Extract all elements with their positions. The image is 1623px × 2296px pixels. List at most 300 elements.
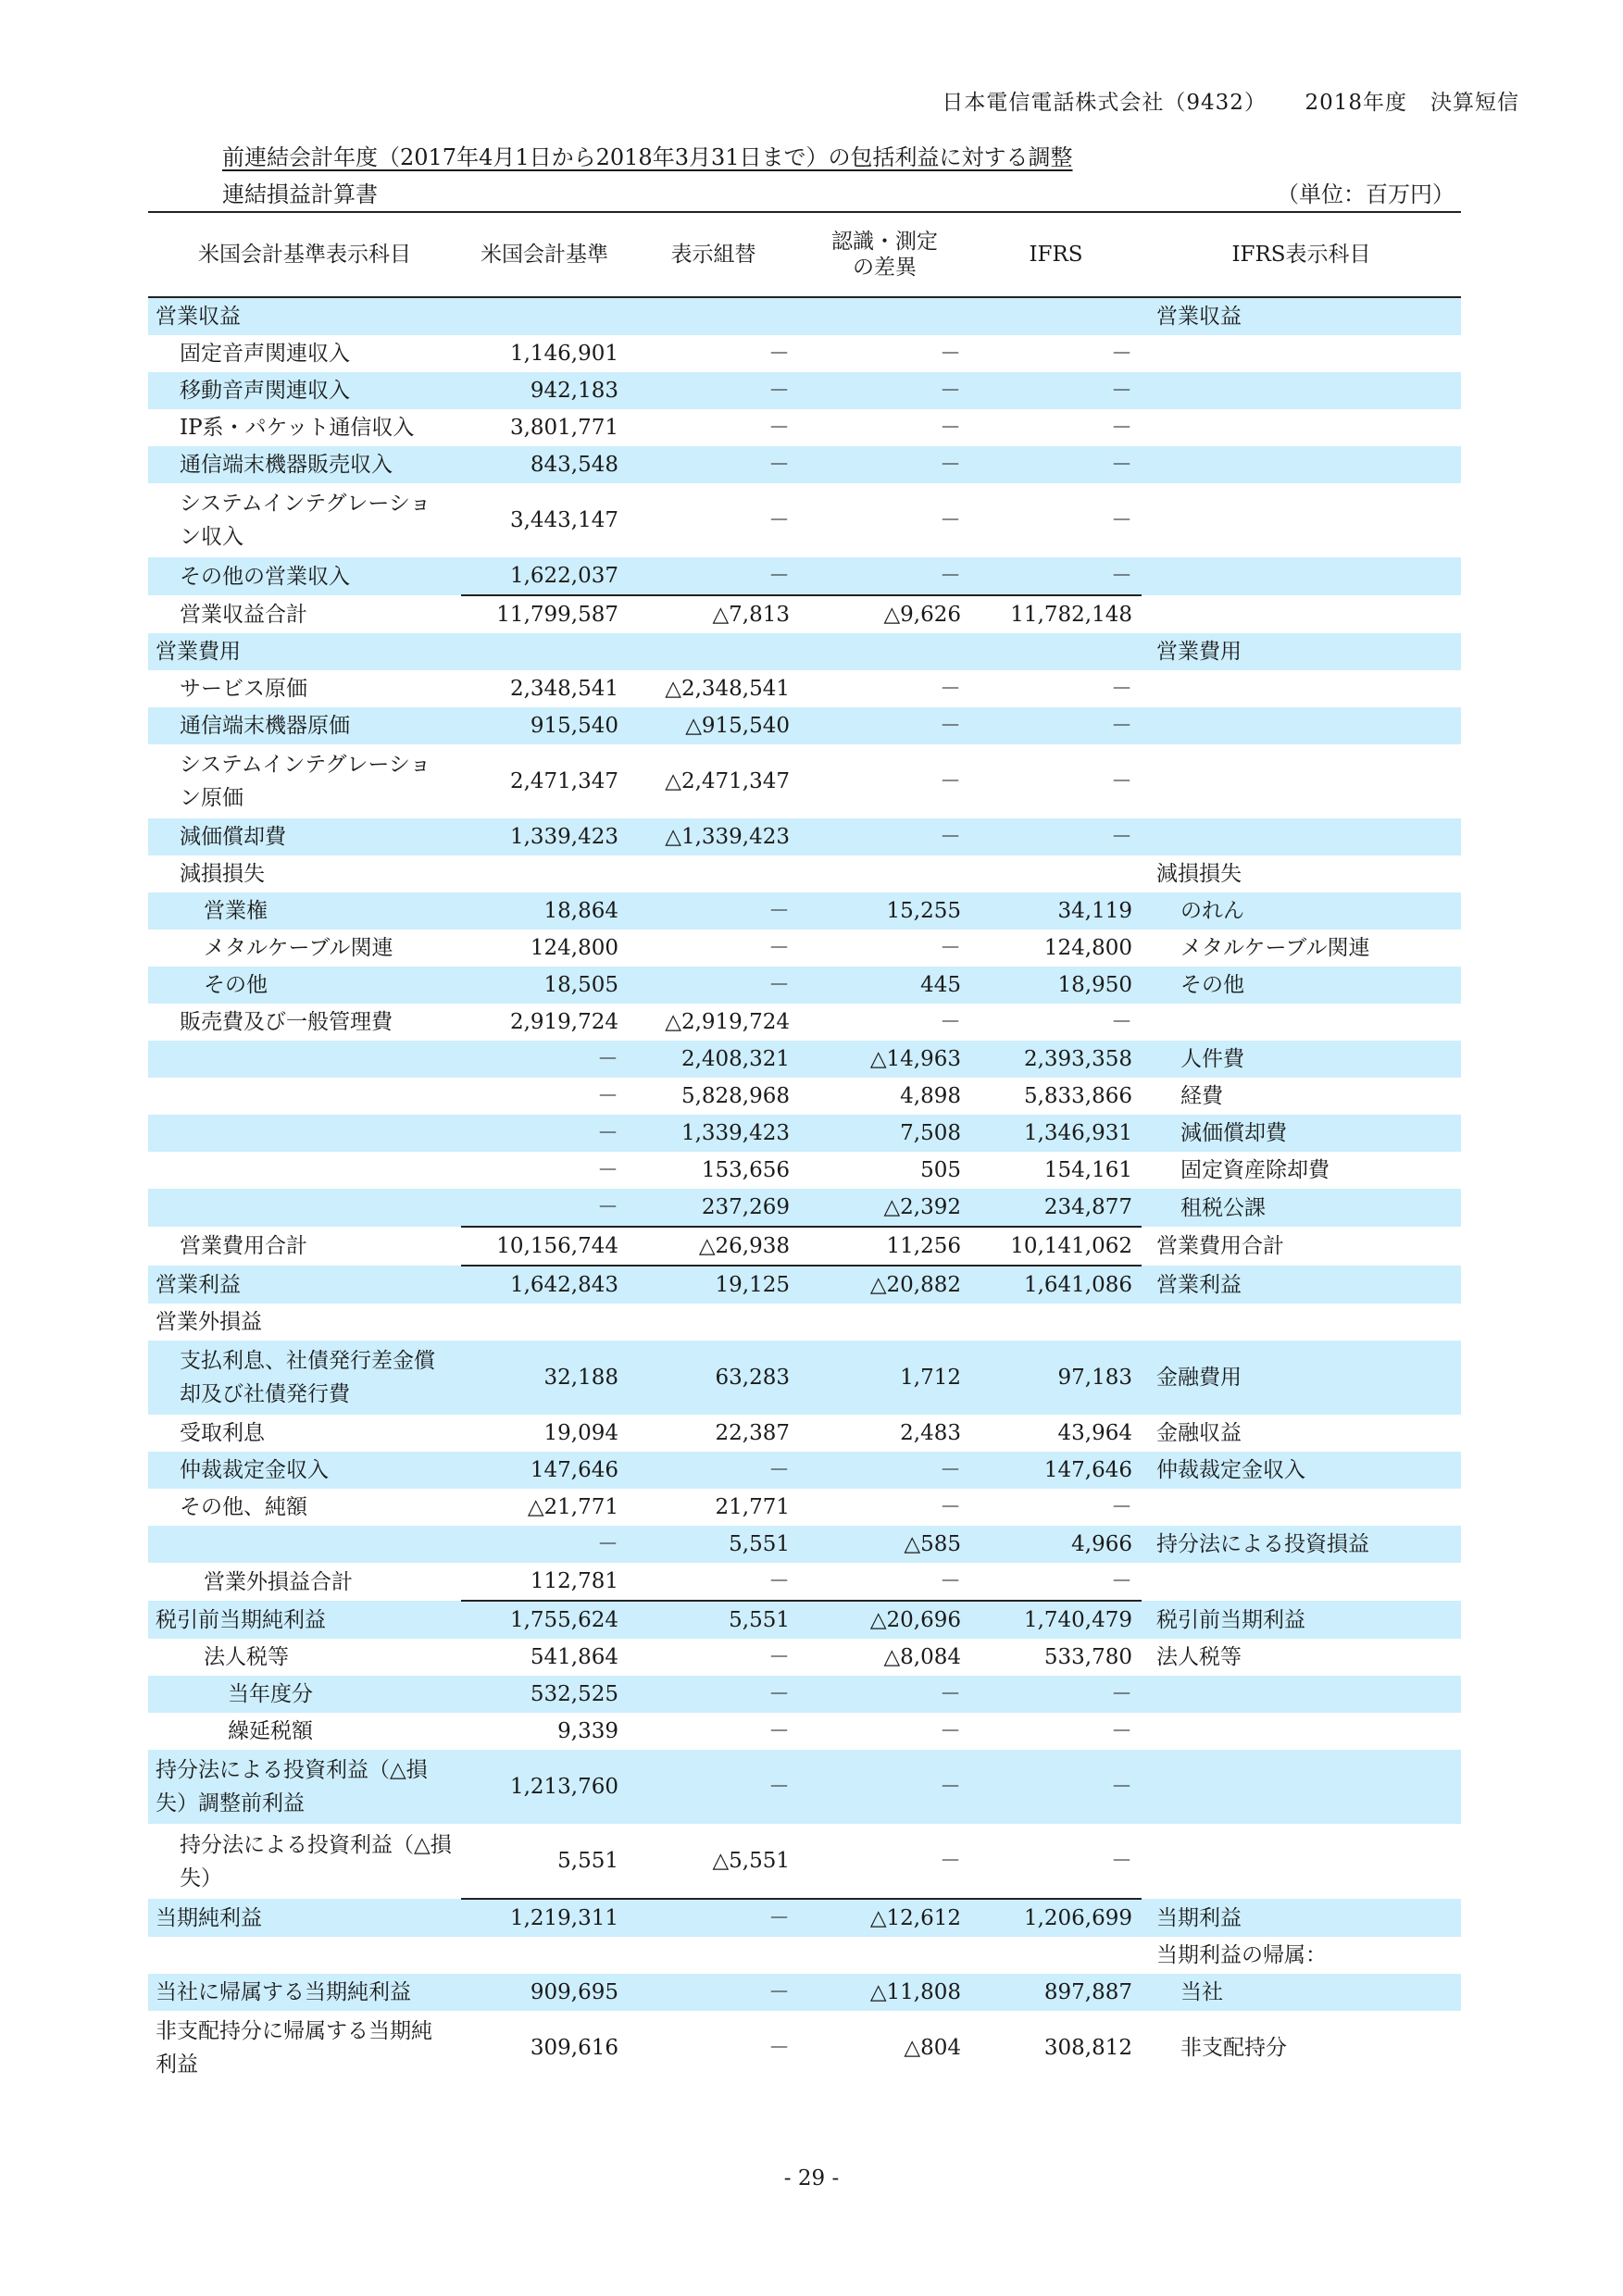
ifrs-item-label: 営業収益 [1142,297,1461,335]
ifrs-item-label: 固定資産除却費 [1180,1158,1330,1182]
table-row [148,1601,1461,1639]
reclassification-value: 1,339,423 [628,1115,799,1152]
ifrs-value: 533,780 [1043,1645,1132,1669]
table-row [148,1489,1461,1526]
measurement-difference-value: △20,696 [799,1601,970,1639]
section-title: 前連結会計年度（2017年4月1日から2018年3月31日まで）の包括利益に対する調整 [222,144,1073,170]
reclassification-value: △2,348,541 [665,677,790,701]
table-row [148,446,1461,483]
us-gaap-value: 19,094 [543,1421,618,1445]
ifrs-item-label: その他 [1142,967,1461,1004]
us-gaap-value: － [597,1084,618,1108]
measurement-difference-value: － [940,1849,961,1873]
table-row [148,1713,1461,1750]
table-row [148,1452,1461,1489]
ifrs-value: 147,646 [970,1452,1142,1489]
table-row [148,744,1461,818]
ifrs-value: － [1111,677,1132,701]
measurement-difference-value: △8,084 [883,1645,961,1669]
page-number: - 29 - [783,2166,840,2190]
us-gaap-item-label [148,1937,461,1974]
us-gaap-item-label: 営業外損益合計 [204,1569,353,1594]
reclassification-value: － [768,416,790,440]
table-row [148,409,1461,446]
us-gaap-value: 10,156,744 [461,1227,628,1266]
measurement-difference-value: 15,255 [799,892,970,930]
us-gaap-item-label: 受取利息 [180,1421,265,1445]
table-row [148,1899,1461,1937]
ifrs-item-label [1142,818,1461,855]
us-gaap-item-label: 通信端末機器販売収入 [148,446,461,483]
reclassification-value: △26,938 [628,1227,799,1266]
statement-title: 連結損益計算書 [222,181,378,207]
us-gaap-value: 541,864 [530,1645,618,1669]
ifrs-item-label: 経費 [1180,1084,1223,1108]
measurement-difference-value: － [940,416,961,440]
document-type: 決算短信 [1430,91,1519,115]
us-gaap-item-label: 持分法による投資利益（△損失）調整前利益 [148,1750,461,1824]
us-gaap-item-label: 法人税等 [204,1645,289,1669]
ifrs-value: 1,346,931 [970,1115,1142,1152]
ifrs-item-label [1142,1824,1461,1899]
ifrs-value [970,297,1142,335]
reclassification-value: △7,813 [628,595,799,633]
us-gaap-value: △21,771 [527,1495,618,1519]
reclassification-value: － [628,1676,799,1713]
ifrs-value: 124,800 [1043,936,1132,960]
col-header-us-gaap-item: 米国会計基準表示科目 [148,212,461,297]
us-gaap-value: － [461,1041,628,1078]
us-gaap-value: 909,695 [461,1974,628,2011]
us-gaap-item-label: その他 [148,967,461,1004]
ifrs-value [970,1304,1142,1341]
measurement-difference-value: △11,808 [799,1974,970,2011]
ifrs-value [970,1937,1142,1974]
us-gaap-item-label [148,1152,461,1189]
us-gaap-value: 3,443,147 [509,508,618,532]
us-gaap-item-label: システムインテグレーション収入 [180,492,431,549]
measurement-difference-value: △14,963 [799,1041,970,1078]
table-row [148,335,1461,372]
table-row [148,1004,1461,1041]
ifrs-value: 18,950 [970,967,1142,1004]
table-row [148,1115,1461,1152]
ifrs-item-label [1142,670,1461,707]
ifrs-value: － [1111,342,1132,366]
table-row [148,1676,1461,1713]
us-gaap-item-label: 営業権 [148,892,461,930]
table-row [148,595,1461,633]
reclassification-value: － [628,1452,799,1489]
measurement-difference-value [799,633,970,670]
measurement-difference-value: △585 [799,1526,970,1563]
measurement-difference-value: △12,612 [799,1899,970,1937]
ifrs-value: 4,966 [970,1526,1142,1563]
table-row [148,1189,1461,1227]
us-gaap-item-label: 固定音声関連収入 [180,342,350,366]
us-gaap-value: 843,548 [461,446,628,483]
ifrs-value: － [1111,1569,1132,1593]
us-gaap-item-label: 営業収益 [148,297,461,335]
ifrs-item-label [1142,1563,1461,1601]
ifrs-item-label [1142,409,1461,446]
us-gaap-item-label: 販売費及び一般管理費 [180,1010,393,1034]
us-gaap-item-label: 税引前当期純利益 [148,1601,461,1639]
table-row [148,1824,1461,1899]
ifrs-item-label [1142,595,1461,633]
reclassification-value: － [628,1974,799,2011]
reclassification-value: － [768,1645,790,1669]
table-row [148,967,1461,1004]
us-gaap-item-label: 移動音声関連収入 [148,372,461,409]
us-gaap-item-label: サービス原価 [180,677,307,701]
measurement-difference-value: － [799,707,970,744]
us-gaap-value: 32,188 [461,1341,628,1415]
us-gaap-item-label: 非支配持分に帰属する当期純利益 [156,2019,432,2077]
us-gaap-value: 112,781 [530,1569,618,1593]
ifrs-value: 234,877 [970,1189,1142,1227]
us-gaap-item-label [148,1526,461,1563]
ifrs-item-label: 当期利益 [1142,1899,1461,1937]
ifrs-value: － [970,446,1142,483]
measurement-difference-value: － [940,1569,961,1593]
ifrs-item-label: 法人税等 [1156,1645,1242,1669]
reclassification-value: 63,283 [628,1341,799,1415]
reclassification-value: － [768,936,790,960]
ifrs-value: － [970,372,1142,409]
us-gaap-item-label: その他の営業収入 [148,557,461,595]
ifrs-value: － [1111,1849,1132,1873]
reclassification-value [628,855,799,892]
table-row [148,930,1461,967]
ifrs-item-label: メタルケーブル関連 [1180,936,1370,960]
col-header-ifrs: IFRS [970,212,1142,297]
reclassification-value: － [768,1569,790,1593]
page-header [942,85,1519,116]
reclassification-value [628,1304,799,1341]
us-gaap-item-label: 営業利益 [148,1266,461,1304]
ifrs-item-label: 当社 [1142,1974,1461,2011]
table-header-row [148,212,1461,297]
measurement-difference-value: 4,898 [900,1084,961,1108]
us-gaap-value: 942,183 [461,372,628,409]
reclassification-value: － [628,1899,799,1937]
reclassification-value: 237,269 [628,1189,799,1227]
table-row [148,855,1461,892]
ifrs-value: － [970,818,1142,855]
measurement-difference-value: － [940,1010,961,1034]
reclassification-value: － [768,1719,790,1743]
us-gaap-value: 2,471,347 [509,769,618,793]
measurement-difference-value: 2,483 [900,1421,961,1445]
ifrs-item-label: 持分法による投資損益 [1142,1526,1461,1563]
measurement-difference-value: － [940,508,961,532]
ifrs-value: 308,812 [1043,2036,1132,2060]
us-gaap-value: 2,348,541 [509,677,618,701]
table-row [148,483,1461,557]
reclassification-value: △1,339,423 [628,818,799,855]
ifrs-item-label: 租税公課 [1142,1189,1461,1227]
us-gaap-value: － [461,1189,628,1227]
reclassification-value: △915,540 [628,707,799,744]
table-body [148,297,1461,2085]
us-gaap-value: 147,646 [461,1452,628,1489]
us-gaap-item-label: 営業外損益 [156,1310,262,1334]
us-gaap-value: 124,800 [530,936,618,960]
table-row [148,707,1461,744]
ifrs-value: － [1111,769,1132,793]
ifrs-item-label: 営業利益 [1142,1266,1461,1304]
us-gaap-value: － [461,1526,628,1563]
reclassification-value: △5,551 [712,1849,790,1873]
reclassification-value: － [768,508,790,532]
us-gaap-item-label: 当年度分 [148,1676,461,1713]
ifrs-item-label: 減価償却費 [1142,1115,1461,1152]
reclassification-value: － [628,446,799,483]
us-gaap-value: 309,616 [530,2036,618,2060]
ifrs-item-label: 人件費 [1142,1041,1461,1078]
fiscal-year: 2018年度 [1305,91,1408,115]
us-gaap-item-label [148,1078,461,1115]
ifrs-item-label: 金融費用 [1142,1341,1461,1415]
ifrs-value: － [1111,508,1132,532]
ifrs-value: 43,964 [1057,1421,1132,1445]
ifrs-item-label [1142,1713,1461,1750]
ifrs-item-label: 減損損失 [1156,862,1242,886]
ifrs-value: － [1111,416,1132,440]
ifrs-value: － [970,557,1142,595]
measurement-difference-value: 11,256 [799,1227,970,1266]
table-row [148,1415,1461,1452]
reclassification-value: － [628,967,799,1004]
us-gaap-item-label: 仲裁裁定金収入 [148,1452,461,1489]
ifrs-value: － [970,707,1142,744]
col-header-measurement-difference: 認識・測定の差異 [799,212,970,297]
us-gaap-item-label: IP系・パケット通信収入 [180,416,415,440]
ifrs-item-label: 金融収益 [1156,1421,1242,1445]
table-row [148,1974,1461,2011]
measurement-difference-value: － [799,818,970,855]
ifrs-value: 2,393,358 [970,1041,1142,1078]
table-row [148,1078,1461,1115]
table-row [148,372,1461,409]
us-gaap-value: 5,551 [557,1849,618,1873]
ifrs-item-label [1142,1489,1461,1526]
reclassification-value: 153,656 [701,1158,790,1182]
measurement-difference-value: △804 [904,2036,961,2060]
us-gaap-value [461,1304,628,1341]
reclassification-value: － [768,2036,790,2060]
us-gaap-item-label: 繰延税額 [228,1719,313,1743]
measurement-difference-value: 7,508 [799,1115,970,1152]
ifrs-item-label [1142,1676,1461,1713]
reclassification-value: 5,551 [628,1601,799,1639]
table-row [148,1041,1461,1078]
ifrs-value: 1,206,699 [970,1899,1142,1937]
reclassification-value: － [628,372,799,409]
us-gaap-item-label: 減損損失 [180,862,265,886]
reclassification-value: 22,387 [715,1421,790,1445]
table-row [148,633,1461,670]
ifrs-value: － [1111,1495,1132,1519]
ifrs-value: － [970,1750,1142,1824]
reclassification-value [628,297,799,335]
measurement-difference-value: 1,712 [799,1341,970,1415]
unit-label: （単位：百万円） [1277,181,1454,207]
ifrs-item-label: 当期利益の帰属： [1156,1943,1327,1967]
us-gaap-value: 1,339,423 [461,818,628,855]
us-gaap-item-label: 支払利息、社債発行差金償却及び社債発行費 [148,1341,461,1415]
table-row [148,1639,1461,1676]
us-gaap-value: 11,799,587 [461,595,628,633]
measurement-difference-value: △20,882 [799,1266,970,1304]
col-header-us-gaap: 米国会計基準 [461,212,628,297]
us-gaap-item-label: 減価償却費 [148,818,461,855]
measurement-difference-value [799,297,970,335]
us-gaap-item-label: 当社に帰属する当期純利益 [148,1974,461,2011]
reclassification-value: － [628,1750,799,1824]
measurement-difference-value: － [940,342,961,366]
table-row [148,1750,1461,1824]
measurement-difference-value: － [940,936,961,960]
measurement-difference-value [799,855,970,892]
measurement-difference-value: － [799,372,970,409]
table-row [148,1152,1461,1189]
reclassification-value: 19,125 [628,1266,799,1304]
ifrs-item-label [1142,744,1461,818]
ifrs-value: 11,782,148 [970,595,1142,633]
ifrs-value: － [1111,1719,1132,1743]
table-row [148,1341,1461,1415]
reclassification-value: － [628,557,799,595]
ifrs-item-label: 非支配持分 [1180,2036,1287,2060]
reclassification-value: 5,551 [628,1526,799,1563]
table-row [148,818,1461,855]
measurement-difference-value: － [799,557,970,595]
ifrs-item-label [1142,1004,1461,1041]
us-gaap-value: 9,339 [557,1719,618,1743]
reclassification-value: 2,408,321 [628,1041,799,1078]
measurement-difference-value [799,1304,970,1341]
table-row [148,670,1461,707]
measurement-difference-value: － [799,1452,970,1489]
us-gaap-item-label [148,1041,461,1078]
us-gaap-item-label: その他、純額 [180,1495,307,1519]
us-gaap-value: 18,505 [461,967,628,1004]
table-row [148,892,1461,930]
reclassification-value: － [768,342,790,366]
ifrs-item-label [1142,446,1461,483]
reconciliation-table [148,211,1461,2085]
measurement-difference-value: － [799,446,970,483]
us-gaap-item-label: 当期純利益 [148,1899,461,1937]
company-name: 日本電信電話株式会社（9432） [942,91,1267,115]
ifrs-value [970,855,1142,892]
measurement-difference-value [799,1937,970,1974]
measurement-difference-value: － [940,677,961,701]
ifrs-value: 1,641,086 [970,1266,1142,1304]
us-gaap-value: 3,801,771 [509,416,618,440]
us-gaap-value: 915,540 [461,707,628,744]
ifrs-value: 154,161 [1043,1158,1132,1182]
us-gaap-value: 1,213,760 [461,1750,628,1824]
ifrs-value: 34,119 [970,892,1142,930]
us-gaap-item-label: 持分法による投資利益（△損失） [180,1832,452,1890]
ifrs-value: 1,740,479 [970,1601,1142,1639]
us-gaap-value: 18,864 [461,892,628,930]
ifrs-item-label: 仲裁裁定金収入 [1142,1452,1461,1489]
measurement-difference-value: － [940,1719,961,1743]
us-gaap-value: 1,622,037 [461,557,628,595]
ifrs-value: 97,183 [970,1341,1142,1415]
us-gaap-value [461,633,628,670]
us-gaap-item-label: メタルケーブル関連 [204,936,393,960]
reclassification-value [628,633,799,670]
reclassification-value: △2,919,724 [665,1010,790,1034]
us-gaap-item-label [148,1115,461,1152]
table-row [148,1227,1461,1266]
ifrs-item-label [1142,707,1461,744]
ifrs-value [970,633,1142,670]
table-row [148,557,1461,595]
us-gaap-value: 532,525 [461,1676,628,1713]
us-gaap-item-label [148,1189,461,1227]
table-row [148,2011,1461,2085]
col-header-reclassification: 表示組替 [628,212,799,297]
reclassification-value: △2,471,347 [665,769,790,793]
us-gaap-value: 1,642,843 [461,1266,628,1304]
us-gaap-value: 1,146,901 [509,342,618,366]
table-row [148,1266,1461,1304]
ifrs-item-label: 営業費用合計 [1156,1234,1284,1258]
ifrs-value: 897,887 [970,1974,1142,2011]
us-gaap-value [461,1937,628,1974]
table-row [148,297,1461,335]
ifrs-item-label [1142,483,1461,557]
us-gaap-value: － [597,1158,618,1182]
measurement-difference-value: － [799,1676,970,1713]
ifrs-item-label [1142,335,1461,372]
table-row [148,1304,1461,1341]
col-header-ifrs-item: IFRS表示科目 [1142,212,1461,297]
ifrs-item-label [1142,557,1461,595]
measurement-difference-value: － [940,769,961,793]
ifrs-item-label [1142,372,1461,409]
measurement-difference-value: － [940,1495,961,1519]
us-gaap-item-label: 営業費用 [148,633,461,670]
table-row [148,1937,1461,1974]
us-gaap-value: 1,755,624 [461,1601,628,1639]
us-gaap-value [461,855,628,892]
us-gaap-item-label: 営業収益合計 [180,602,307,627]
us-gaap-value: 1,219,311 [461,1899,628,1937]
reclassification-value: 21,771 [715,1495,790,1519]
measurement-difference-value: 505 [920,1158,961,1182]
reclassification-value: 5,828,968 [680,1084,790,1108]
us-gaap-value: － [461,1115,628,1152]
us-gaap-item-label: システムインテグレーション原価 [180,753,431,810]
ifrs-item-label [1142,1304,1461,1341]
ifrs-item-label: 営業費用 [1142,633,1461,670]
us-gaap-item-label: 通信端末機器原価 [148,707,461,744]
table-row [148,1563,1461,1601]
ifrs-value: － [1111,1010,1132,1034]
table-row [148,1526,1461,1563]
ifrs-item-label: のれん [1142,892,1461,930]
us-gaap-item-label: 営業費用合計 [180,1234,307,1258]
ifrs-item-label: 税引前当期利益 [1142,1601,1461,1639]
reclassification-value: － [628,892,799,930]
